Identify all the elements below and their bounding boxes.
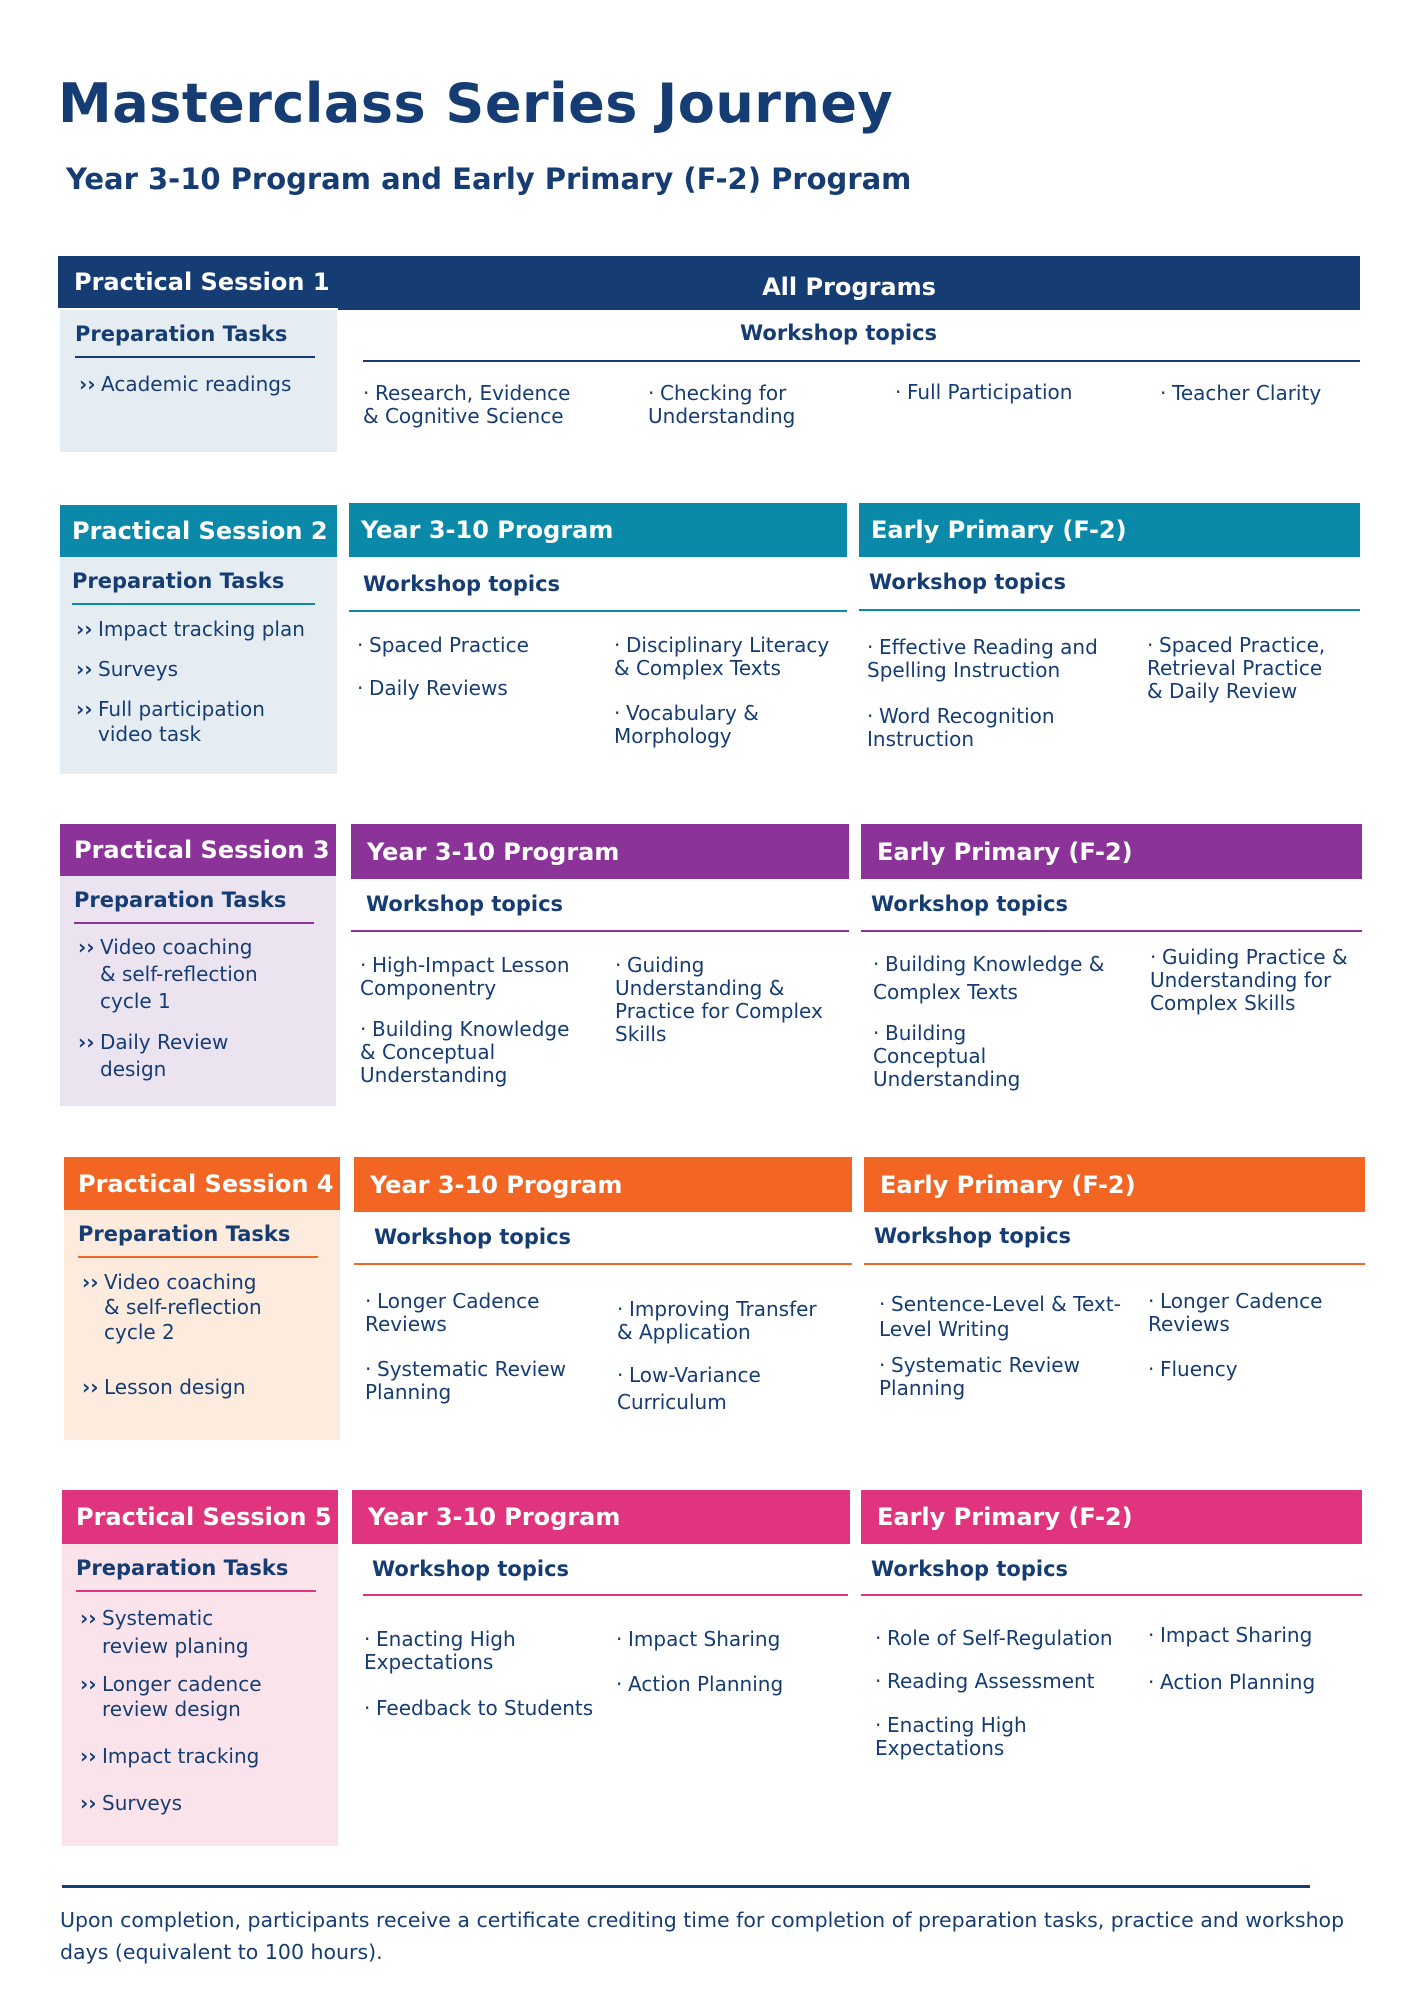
workshop-divider	[351, 930, 849, 932]
prep-task: ›› Lesson design	[82, 1375, 246, 1399]
workshop-topics-heading: Workshop topics	[366, 892, 564, 916]
workshop-topics-heading: Workshop topics	[871, 1557, 1069, 1581]
prep-task: ›› Systematic review planing	[80, 1606, 249, 1658]
workshop-topic: · Full Participation	[895, 380, 1073, 404]
session-3-header: Practical Session 3	[60, 824, 336, 876]
prep-task: ›› Video coaching & self-reflection cycle 2	[82, 1270, 262, 1344]
workshop-divider	[354, 1263, 852, 1265]
workshop-topic: · Enacting High Expectations	[364, 1627, 516, 1674]
early-primary-header: Early Primary (F-2)	[861, 824, 1362, 879]
workshop-topic: · Disciplinary Literacy & Complex Texts	[614, 633, 830, 680]
session-2-header: Practical Session 2	[60, 505, 337, 557]
workshop-topic: · Systematic Review Planning	[365, 1357, 566, 1404]
workshop-topics-heading: Workshop topics	[363, 572, 561, 596]
workshop-divider	[859, 609, 1360, 611]
workshop-topic: · Fluency	[1148, 1357, 1238, 1381]
year-program-header: Year 3-10 Program	[351, 824, 849, 879]
session-4-header: Practical Session 4	[64, 1157, 340, 1210]
year-program-header: Year 3-10 Program	[349, 503, 847, 557]
prep-task: ›› Impact tracking plan	[76, 617, 305, 641]
workshop-topic: · Building Conceptual Understanding	[873, 1021, 1021, 1091]
workshop-topic: · Action Planning	[1148, 1670, 1316, 1694]
workshop-topic: · Effective Reading and Spelling Instruction	[867, 635, 1098, 682]
workshop-topic: · Role of Self-Regulation	[875, 1626, 1113, 1650]
workshop-divider	[349, 610, 847, 612]
workshop-divider	[864, 1263, 1365, 1265]
workshop-topic: · Sentence-Level & Text- Level Writing	[879, 1292, 1121, 1341]
prep-tasks-heading: Preparation Tasks	[74, 888, 314, 924]
prep-task: ›› Video coaching & self-reflection cycle 1	[78, 935, 258, 1013]
session-5-header: Practical Session 5	[62, 1490, 338, 1544]
workshop-topic: · Impact Sharing	[1148, 1623, 1313, 1647]
session-1-header: Practical Session 1	[58, 256, 338, 308]
prep-task: ›› Daily Review design	[78, 1030, 229, 1081]
workshop-topic: · Enacting High Expectations	[875, 1713, 1027, 1760]
workshop-topic: · Teacher Clarity	[1160, 381, 1322, 405]
year-program-header: Year 3-10 Program	[354, 1157, 852, 1212]
early-primary-header: Early Primary (F-2)	[864, 1157, 1365, 1212]
prep-tasks-heading: Preparation Tasks	[75, 322, 315, 358]
footer-divider	[62, 1885, 1310, 1888]
workshop-topic: · Guiding Practice & Understanding for Complex Skills	[1150, 945, 1348, 1015]
workshop-topic: · Impact Sharing	[616, 1627, 781, 1651]
session-2-prep-panel	[60, 557, 337, 774]
workshop-topic: · Word Recognition Instruction	[867, 704, 1055, 751]
workshop-topic: · Reading Assessment	[875, 1669, 1095, 1693]
workshop-topic: · Vocabulary & Morphology	[614, 701, 759, 748]
year-program-header: Year 3-10 Program	[352, 1490, 850, 1544]
page-title: Masterclass Series Journey	[58, 72, 894, 135]
early-primary-header: Early Primary (F-2)	[859, 503, 1360, 557]
workshop-divider	[363, 360, 1360, 362]
session-5-prep-panel	[62, 1544, 338, 1846]
workshop-topic: · Improving Transfer & Application	[617, 1297, 817, 1344]
prep-task: ›› Impact tracking	[80, 1744, 260, 1768]
workshop-topics-heading: Workshop topics	[740, 321, 938, 345]
workshop-topic: · Feedback to Students	[364, 1696, 594, 1720]
prep-task: ›› Surveys	[80, 1791, 182, 1815]
workshop-divider	[861, 930, 1362, 932]
prep-tasks-heading: Preparation Tasks	[72, 569, 315, 605]
workshop-topics-heading: Workshop topics	[869, 570, 1067, 594]
workshop-topic: · Spaced Practice	[357, 633, 529, 657]
prep-task: ›› Longer cadence review design	[80, 1672, 262, 1721]
prep-tasks-heading: Preparation Tasks	[78, 1222, 318, 1258]
workshop-topics-heading: Workshop topics	[874, 1224, 1072, 1248]
workshop-divider	[363, 1594, 848, 1596]
early-primary-header: Early Primary (F-2)	[861, 1490, 1362, 1544]
workshop-topic: · Research, Evidence & Cognitive Science	[363, 381, 571, 428]
workshop-topics-heading: Workshop topics	[372, 1557, 570, 1581]
workshop-topic: · Building Knowledge & Conceptual Understanding	[360, 1017, 570, 1087]
workshop-divider	[861, 1594, 1362, 1596]
workshop-topic: · Action Planning	[616, 1672, 784, 1696]
workshop-topics-heading: Workshop topics	[871, 892, 1069, 916]
workshop-topic: · Systematic Review Planning	[879, 1353, 1080, 1400]
workshop-topics-heading: Workshop topics	[374, 1225, 572, 1249]
workshop-topic: · Building Knowledge & Complex Texts	[873, 952, 1105, 1004]
workshop-topic: · Checking for Understanding	[648, 381, 796, 428]
session-1-prep-panel	[60, 310, 337, 452]
prep-tasks-heading: Preparation Tasks	[76, 1556, 316, 1592]
workshop-topic: · Longer Cadence Reviews	[365, 1289, 540, 1336]
workshop-topic: · Low-Variance Curriculum	[617, 1363, 761, 1414]
session-4-prep-panel	[64, 1210, 340, 1440]
page-subtitle: Year 3-10 Program and Early Primary (F-2) Program	[66, 162, 912, 196]
workshop-topic: · Daily Reviews	[357, 676, 508, 700]
workshop-topic: · Longer Cadence Reviews	[1148, 1289, 1323, 1336]
session-3-prep-panel	[60, 876, 336, 1106]
workshop-topic: · Spaced Practice, Retrieval Practice & Daily Review	[1147, 633, 1326, 703]
prep-task: ›› Surveys	[76, 657, 178, 681]
prep-task: ›› Academic readings	[79, 372, 292, 396]
prep-task: ›› Full participation video task	[76, 697, 265, 746]
workshop-topic: · Guiding Understanding & Practice for Complex Skills	[615, 953, 823, 1046]
all-programs-header: All Programs	[338, 256, 1360, 310]
completion-note: Upon completion, participants receive a certificate crediting time for completion of preparation tasks, practice and workshop days (equivalent to 100 hours).	[60, 1908, 1345, 1964]
workshop-topic: · High-Impact Lesson Componentry	[360, 953, 570, 1000]
